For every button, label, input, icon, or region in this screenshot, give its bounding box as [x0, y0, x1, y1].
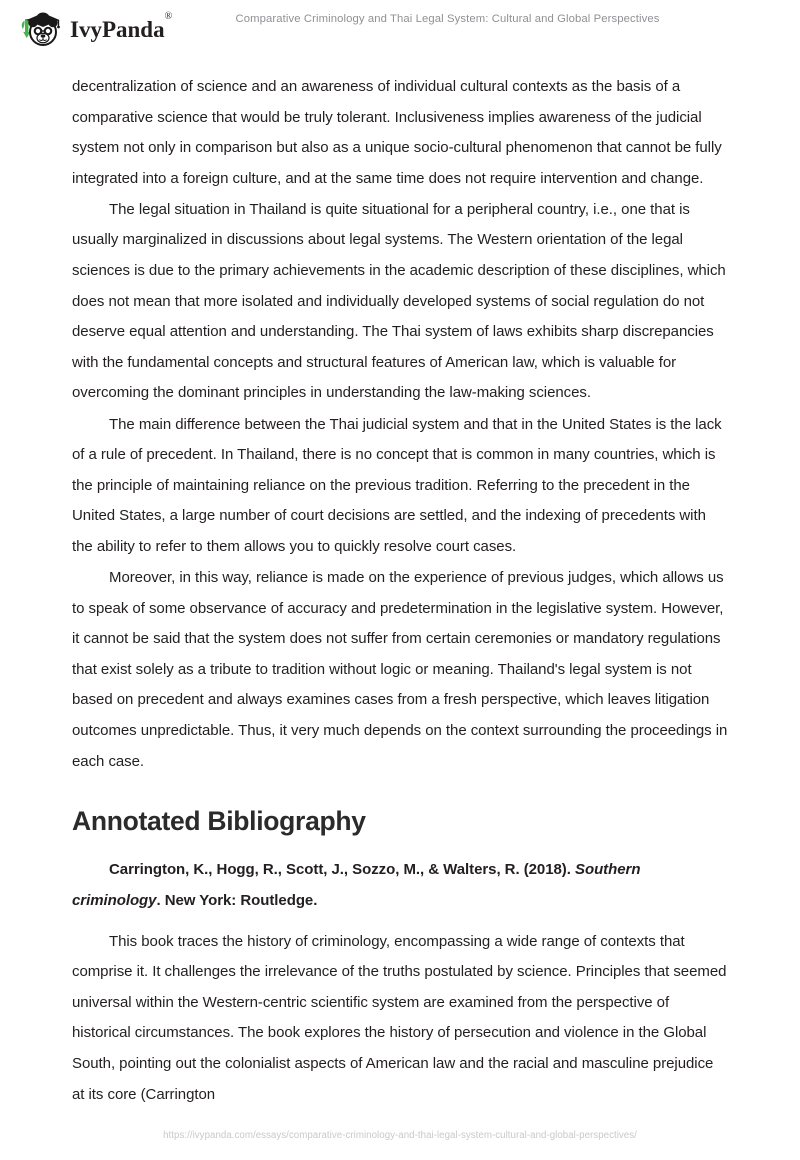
source-url-link[interactable]: https://ivypanda.com/essays/comparative-criminology-and-thai-legal-system-cultural-and-global-perspectives/: [163, 1130, 637, 1141]
brand-name: IvyPanda®: [70, 11, 173, 42]
citation-publisher: . New York: Routledge.: [156, 892, 318, 910]
citation-authors-year: Carrington, K., Hogg, R., Scott, J., Sozzo, M., & Walters, R. (2018).: [109, 861, 571, 879]
paragraph-continued: decentralization of science and an awareness of individual cultural contexts as the basis of a comparative science that would be truly tolerant. Inclusiveness implies awareness of the judicial system not only in comparison but also as a unique socio-cultural phenomenon that cannot be fully integrated into a foreign culture, and at the same time does not require intervention and change.: [72, 78, 722, 187]
page-header: [0, 0, 800, 60]
document-body: [0, 60, 800, 1110]
citation-annotation: This book traces the history of criminology, encompassing a wide range of contexts that comprise it. It challenges the irrelevance of the truths postulated by science. Principles that seemed universal within the Western-centric scientific system are examined from the perspective of historical circumstances. The book explores the history of persecution and violence in the Global South, pointing out the colonialist aspects of American law and the racial and masculine prejudice at its core (Carrington: [72, 932, 727, 1103]
brand-trademark: ®: [164, 11, 173, 23]
page-footer: [0, 1125, 800, 1143]
bibliography-citation: [72, 855, 728, 916]
paragraph: The main difference between the Thai judicial system and that in the United States is the lack of a rule of precedent. In Thailand, there is no concept that is common in many countries, which is the principle of maintaining reliance on the previous tradition. Referring to the precedent in the United States, a large number of court decisions are settled, and the indexing of precedents with the ability to refer to them allows you to quickly resolve court cases.: [72, 415, 722, 555]
section-heading-annotated-bibliography: Annotated Bibliography: [72, 806, 366, 837]
citation-title: Southern criminology: [72, 861, 641, 910]
paragraph: Moreover, in this way, reliance is made on the experience of previous judges, which allows us to speak of some observance of accuracy and predetermination in the legislative system. However, it cannot be said that the system does not suffer from certain ceremonies or mandatory regulations that exist solely as a tribute to tradition without logic or meaning. Thailand's legal system is not based on precedent and always examines cases from a fresh perspective, which leaves litigation outcomes unpredictable. Thus, it very much depends on the context surrounding the proceedings in each case.: [72, 569, 728, 770]
paragraph: The legal situation in Thailand is quite situational for a peripheral country, i.e., one that is usually marginalized in discussions about legal systems. The Western orientation of the legal sciences is due to the primary achievements in the academic description of these disciplines, which does not mean that more isolated and individually developed systems of social regulation do not deserve equal attention and understanding. The Thai system of laws exhibits sharp discrepancies with the fundamental concepts and structural features of American law, which is valuable for overcoming the dominant principles in understanding the law-making sciences.: [72, 200, 726, 402]
document-title-header: Comparative Criminology and Thai Legal System: Cultural and Global Perspectives: [235, 13, 660, 25]
